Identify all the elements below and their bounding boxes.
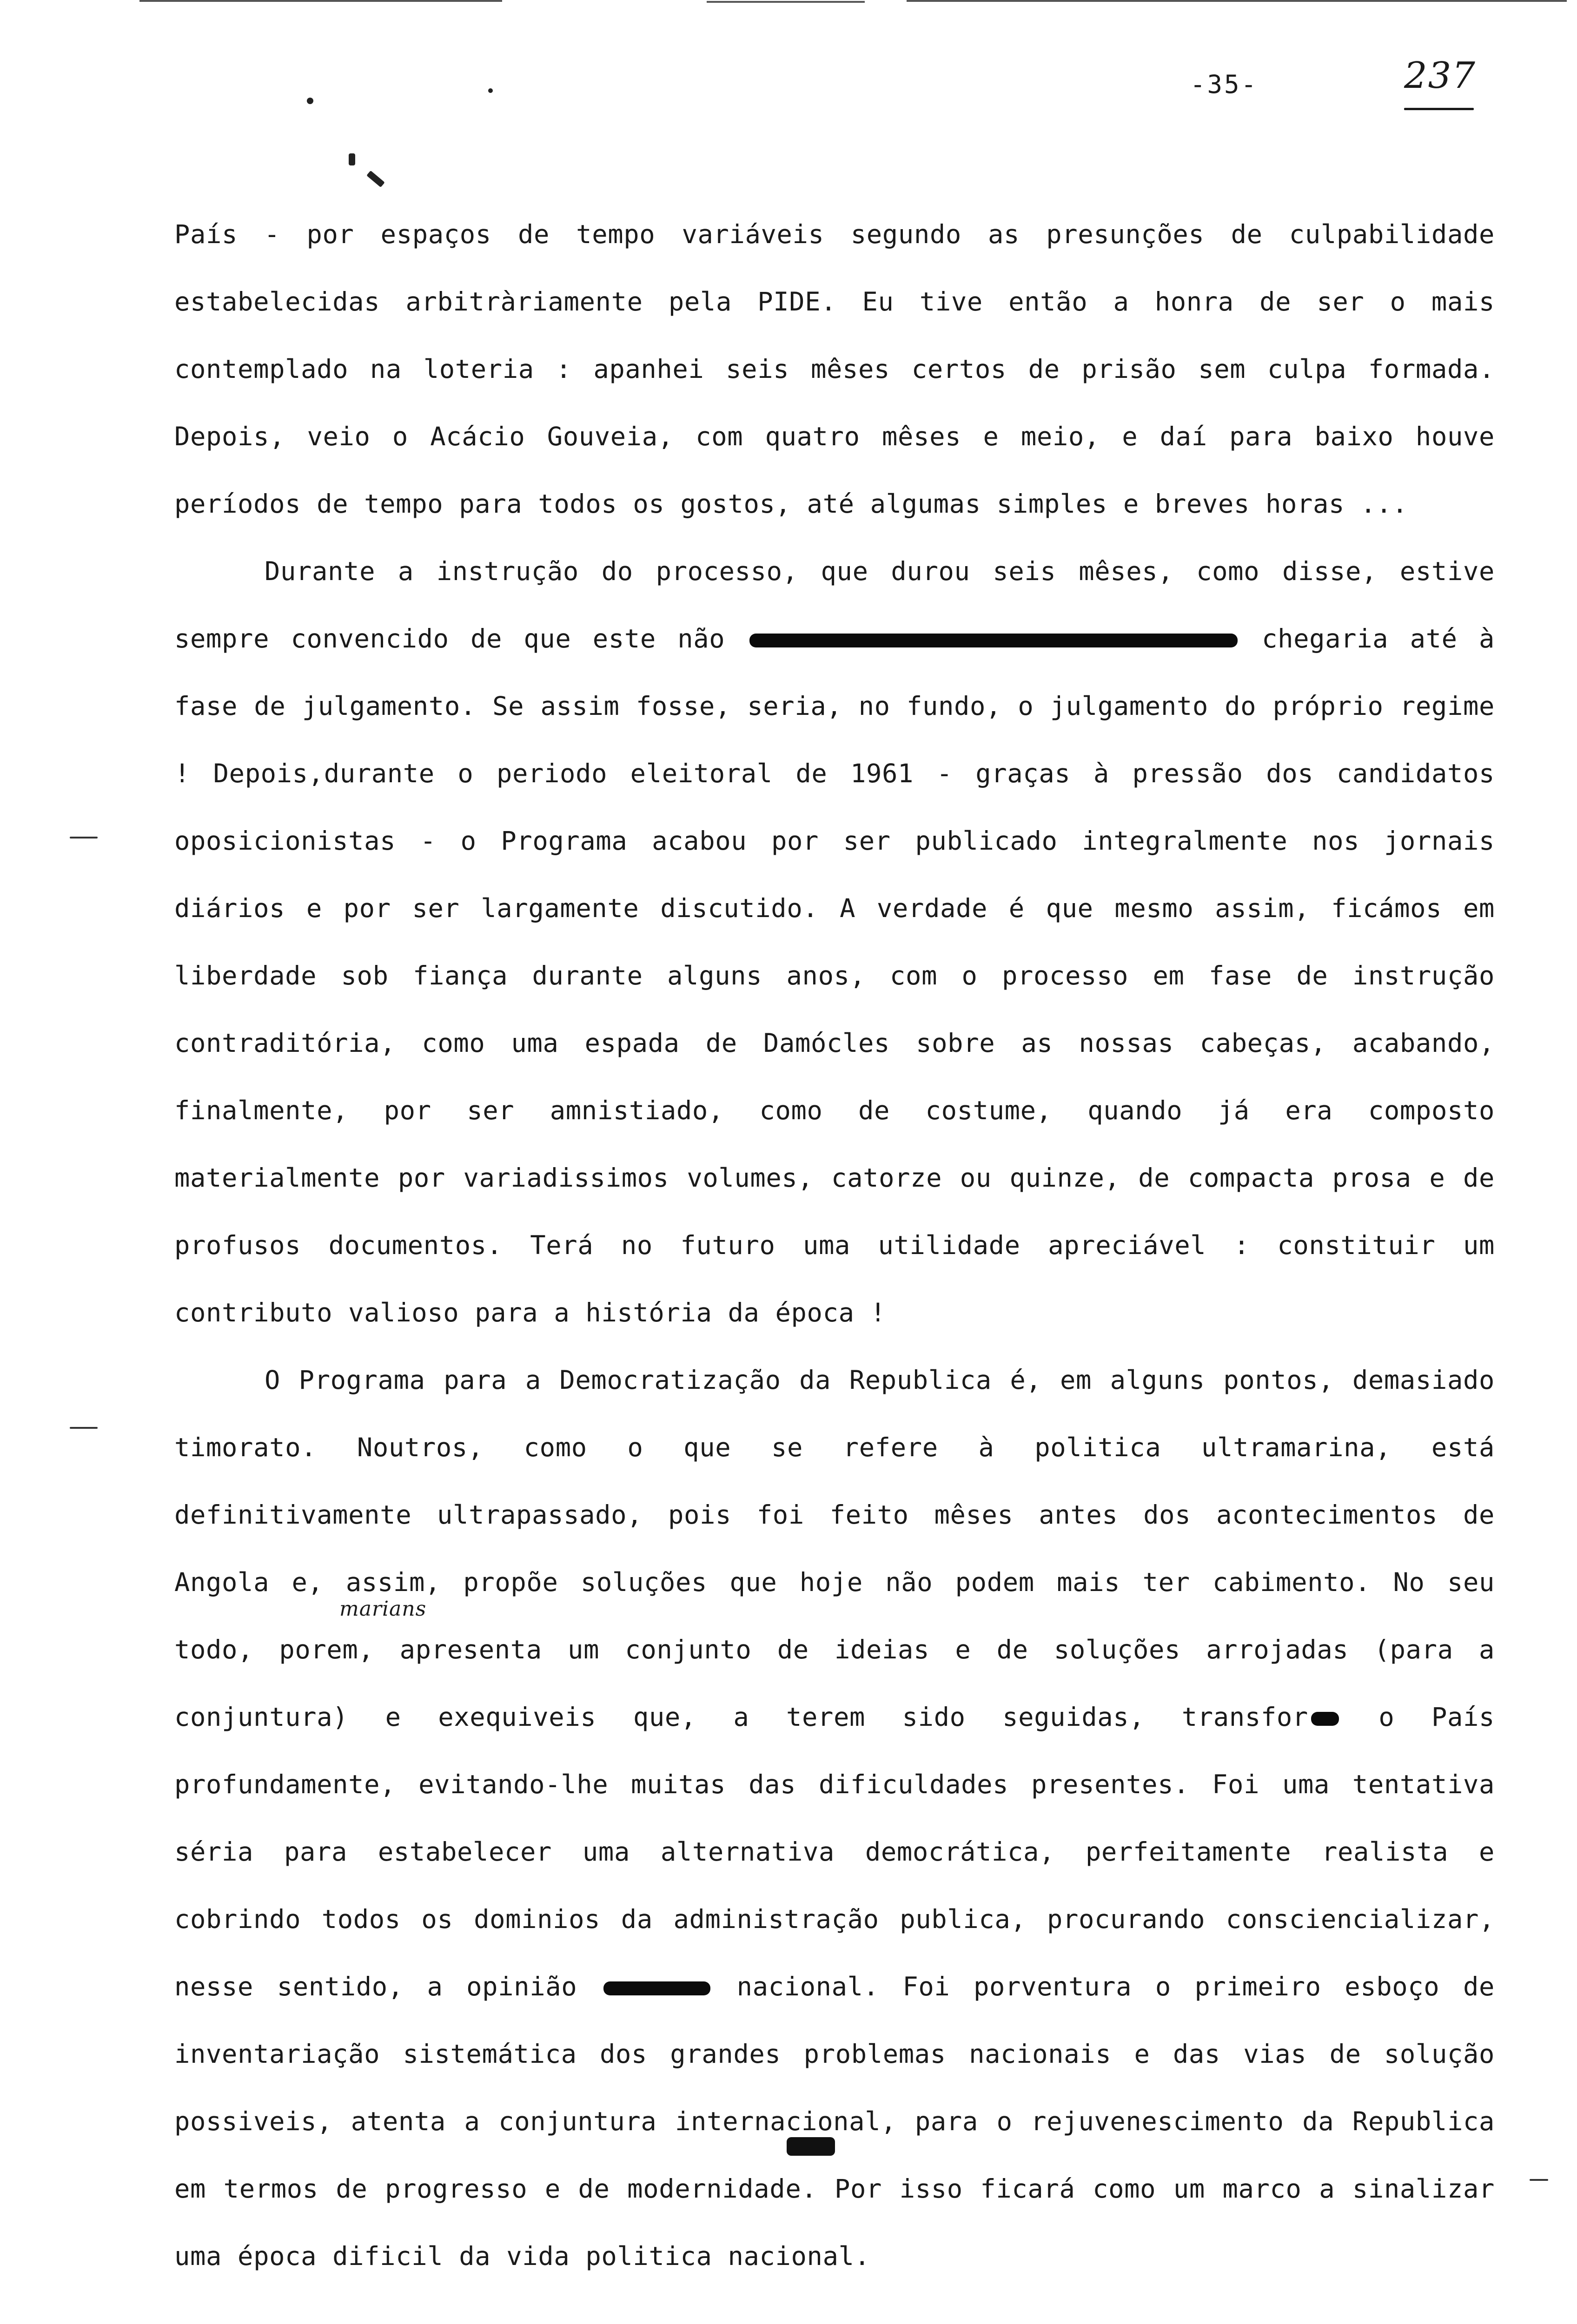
stray-mark bbox=[307, 98, 313, 104]
stray-mark bbox=[366, 171, 385, 187]
scan-edge-line bbox=[907, 0, 1567, 2]
margin-tick bbox=[1530, 2179, 1548, 2181]
handwritten-note: marians bbox=[339, 1597, 427, 1621]
paragraph-2-text-before: Durante a instrução do processo, que durou seis mêses, como disse, estive sempre convencido de que este não bbox=[174, 556, 1495, 654]
margin-tick bbox=[70, 1427, 98, 1429]
redaction-bar bbox=[603, 1981, 710, 1995]
margin-tick bbox=[70, 837, 98, 838]
folio-number: 237 bbox=[1404, 55, 1476, 97]
paragraph-1-text: País - por espaços de tempo variáveis segundo as presunções de culpabilidade estabelecidas arbitràriamente pela PIDE. Eu tive então a honra de ser o mais contemplado na loteria : apanhei seis mêses certos de prisão sem culpa formada. Depois, veio o Acácio Gouveia, com quatro mêses e meio, e daí para baixo houve períodos de tempo para todos os gostos, até algumas simples e breves horas ... bbox=[174, 219, 1495, 519]
paragraph-3-text-1: O Programa para a Democratização da Republica é, em alguns pontos, demasiado timorato. Noutros, como o que se refere à politica ultramarina, está definitivamente ultrapassado, pois foi feito mêses antes dos acontecimentos de Angola e, assim, propõe soluções que hoje não podem mais ter cabimento. No seu todo, porem, apresenta um conjunto de ideias e de soluções arrojadas (para a conjuntura) e exequiveis que, a terem sido seguidas, transfor bbox=[174, 1365, 1495, 1732]
redaction-bar bbox=[1311, 1712, 1339, 1726]
stray-mark bbox=[488, 88, 493, 93]
redaction-bar bbox=[749, 634, 1238, 647]
paragraph-2-text-after: chegaria até à fase de julgamento. Se assim fosse, seria, no fundo, o julgamento do próprio regime ! Depois,durante o periodo eleitoral de 1961 - graças à pressão dos candidatos oposicionistas - o Programa acabou por ser publicado integralmente nos jornais diários e por ser largamente discutido. A verdade é que mesmo assim, ficámos em liberdade sob fiança durante alguns anos, com o processo em fase de instrução contraditória, como uma espada de Damócles sobre as nossas cabeças, acabando, finalmente, por ser amnistiado, como de costume, quando já era composto materialmente por variadissimos volumes, catorze ou quinze, de compacta prosa e de profusos documentos. Terá no futuro uma utilidade apreciável : constituir um contributo valioso para a história da época ! bbox=[174, 624, 1495, 1328]
ink-mark bbox=[787, 2137, 835, 2156]
text-body bbox=[174, 201, 1495, 2290]
stray-mark bbox=[349, 153, 355, 165]
scan-edge-line bbox=[707, 1, 865, 3]
paragraph-3-text-2: o País profundamente, evitando-lhe muitas das dificuldades presentes. Foi uma tentativa séria para estabelecer uma alternativa democrática, perfeitamente realista e cobrindo todos os dominios da administração publica, procurando consciencializar, nesse sentido, a opinião bbox=[174, 1702, 1495, 2002]
paragraph-2 bbox=[174, 538, 1495, 1347]
paragraph-1 bbox=[174, 201, 1495, 538]
folio-underline bbox=[1404, 108, 1474, 110]
page-number: -35- bbox=[1190, 70, 1259, 99]
paragraph-3-text-3: nacional. Foi porventura o primeiro esboço de inventariação sistemática dos grandes problemas nacionais e das vias de solução possiveis, atenta a conjuntura internacional, para o rejuvenescimento da Republica em termos de progresso e de modernidade. Por isso ficará como um marco a sinalizar uma época dificil da vida politica nacional. bbox=[174, 1972, 1495, 2271]
scan-edge-line bbox=[139, 0, 502, 2]
